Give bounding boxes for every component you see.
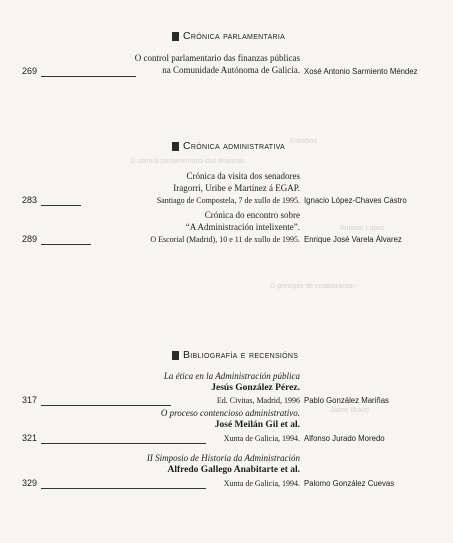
section-title: [172, 349, 298, 361]
section-marker-icon: [172, 351, 179, 360]
leader-rule: [41, 76, 136, 77]
section-title-text: Crónica administrativa: [183, 140, 286, 152]
page-number: 321: [22, 433, 38, 443]
entry-line: O Escorial (Madrid), 10 e 11 de xullo de 1995.: [150, 235, 300, 244]
bleed-through-text: O principio de colaboración: [270, 283, 355, 290]
leader-rule: [41, 443, 206, 444]
bleed-through-text: Jaime Bravo: [330, 407, 369, 414]
entry-line: Santiago de Compostela, 7 de xullo de 1995.: [156, 196, 300, 205]
section-marker-icon: [172, 142, 179, 151]
entry-author: Palomo González Cuevas: [304, 479, 395, 488]
entry-line: O control parlamentario das finanzas públicas: [134, 53, 300, 63]
entry-line: Crónica da visita dos senadores: [186, 171, 300, 181]
entry-line: Ed. Civitas, Madrid, 1996: [216, 396, 300, 405]
entry-line: Xunta de Galicia, 1994.: [223, 479, 300, 488]
page-number: 329: [22, 478, 38, 488]
entry-line: La ética en la Administración pública: [163, 371, 300, 381]
section-title: [172, 140, 285, 152]
entry-line: na Comunidade Autónoma de Galicia.: [162, 65, 300, 75]
leader-rule: [41, 244, 91, 245]
entry-author: Enrique José Varela Álvarez: [304, 235, 402, 244]
section-title: [172, 30, 285, 42]
bleed-through-text: O control parlamentario das finanzas: [130, 158, 245, 165]
bleed-through-text: Antonio Lopez: [340, 225, 385, 232]
entry-author: Ignacio López-Chaves Castro: [304, 196, 407, 205]
entry-line: Xunta de Galicia, 1994.: [223, 434, 300, 443]
leader-rule: [41, 405, 171, 406]
entry-author: Pablo González Mariñas: [304, 396, 389, 405]
entry-line: Crónica do encontro sobre: [204, 210, 300, 220]
section-marker-icon: [172, 32, 179, 41]
entry-author: Xosé Antonio Sarmiento Méndez: [304, 67, 418, 76]
leader-rule: [41, 488, 206, 489]
entry-author: Alfonso Jurado Moredo: [304, 434, 385, 443]
entry-line: Jesús González Pérez.: [211, 383, 300, 393]
entry-line: José Meilán Gil et al.: [214, 420, 300, 430]
entry-line: Alfredo Gallego Anabitarte et al.: [167, 465, 300, 475]
entry-line: “A Administración intelixente”.: [185, 222, 300, 232]
page-number: 289: [22, 234, 38, 244]
page-number: 317: [22, 395, 38, 405]
section-title-text: Bibliografía e recensións: [183, 349, 299, 361]
entry-line: Iragorri, Uribe e Martínez á EGAP.: [173, 183, 300, 193]
bleed-through-text: Estudios: [290, 138, 317, 145]
page-number: 269: [22, 66, 38, 76]
leader-rule: [41, 205, 81, 206]
entry-line: O proceso contencioso administrativo.: [160, 408, 300, 418]
entry-line: II Simposio de Historia da Administración: [146, 453, 300, 463]
page-number: 283: [22, 195, 38, 205]
section-title-text: Crónica parlamentaria: [183, 30, 286, 42]
